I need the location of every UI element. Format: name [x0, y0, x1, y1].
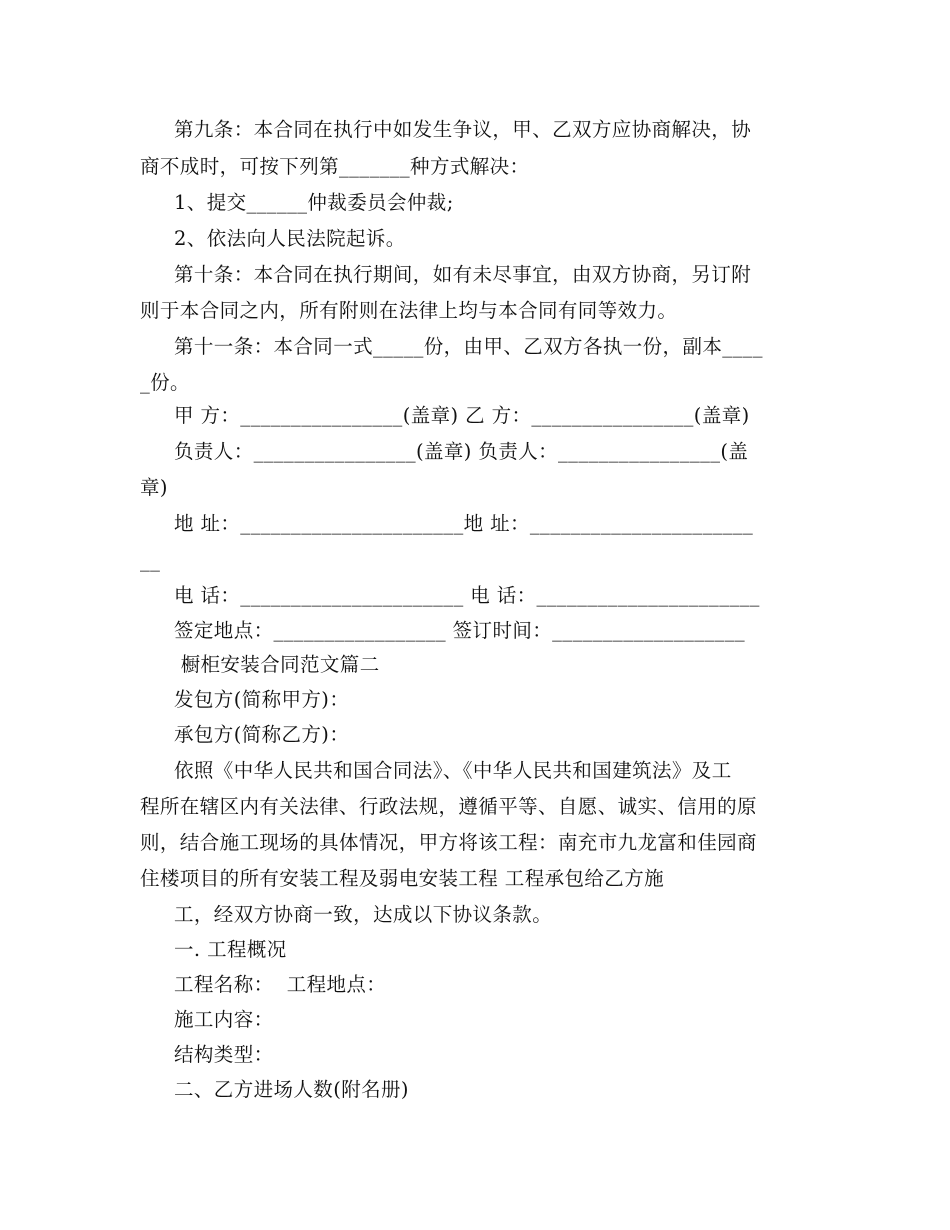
signing-place-line: 签定地点：_________________ 签订时间：___________________	[174, 619, 745, 642]
text-line: 2、依法向人民法院起诉。	[174, 227, 406, 250]
phone-line: 电 话：______________________ 电 话：______________________	[174, 584, 760, 607]
section-heading: 一. 工程概况	[174, 938, 287, 961]
text-line: 工，经双方协商一致，达成以下协议条款。	[174, 903, 553, 926]
text-line: 发包方(简称甲方)：	[174, 688, 350, 711]
text-line: _份。	[140, 371, 190, 394]
text-line: 工程名称： 工程地点：	[174, 973, 387, 996]
text-line: 住楼项目的所有安装工程及弱电安装工程 工程承包给乙方施	[140, 867, 664, 890]
text-line: 第十条：本合同在执行期间，如有未尽事宜，由双方协商，另订附	[174, 263, 752, 286]
address-line: 地 址：______________________地 址：______________________	[174, 512, 754, 535]
text-line: 依照《中华人民共和国合同法》、《中华人民共和国建筑法》及工	[174, 759, 732, 782]
text-line: 章)	[140, 476, 168, 499]
text-line: 1、提交______仲裁委员会仲裁;	[174, 191, 454, 214]
text-line: 商不成时，可按下列第_______种方式解决：	[140, 155, 530, 178]
text-line: 承包方(简称乙方)：	[174, 723, 350, 746]
signature-line: 负责人：________________(盖章) 负责人：________________(盖	[174, 440, 749, 463]
section-heading: 二、乙方进场人数(附名册)	[174, 1078, 409, 1101]
text-line: 则于本合同之内，所有附则在法律上均与本合同有同等效力。	[140, 299, 678, 322]
text-line: 程所在辖区内有关法律、行政法规，遵循平等、自愿、诚实、信用的原	[140, 795, 757, 818]
text-line: 结构类型：	[174, 1043, 274, 1066]
text-line: 第十一条：本合同一式_____份，由甲、乙双方各执一份，副本____	[174, 335, 763, 358]
text-line: 则，结合施工现场的具体情况，甲方将该工程：南充市九龙富和佳园商	[140, 831, 757, 854]
text-line: 第九条：本合同在执行中如发生争议，甲、乙双方应协商解决，协	[174, 118, 752, 141]
text-line: __	[140, 549, 161, 572]
signature-line: 甲 方：________________(盖章) 乙 方：________________(盖章)	[174, 404, 750, 427]
section-title: 橱柜安装合同范文篇二	[174, 653, 380, 676]
text-line: 施工内容：	[174, 1008, 274, 1031]
